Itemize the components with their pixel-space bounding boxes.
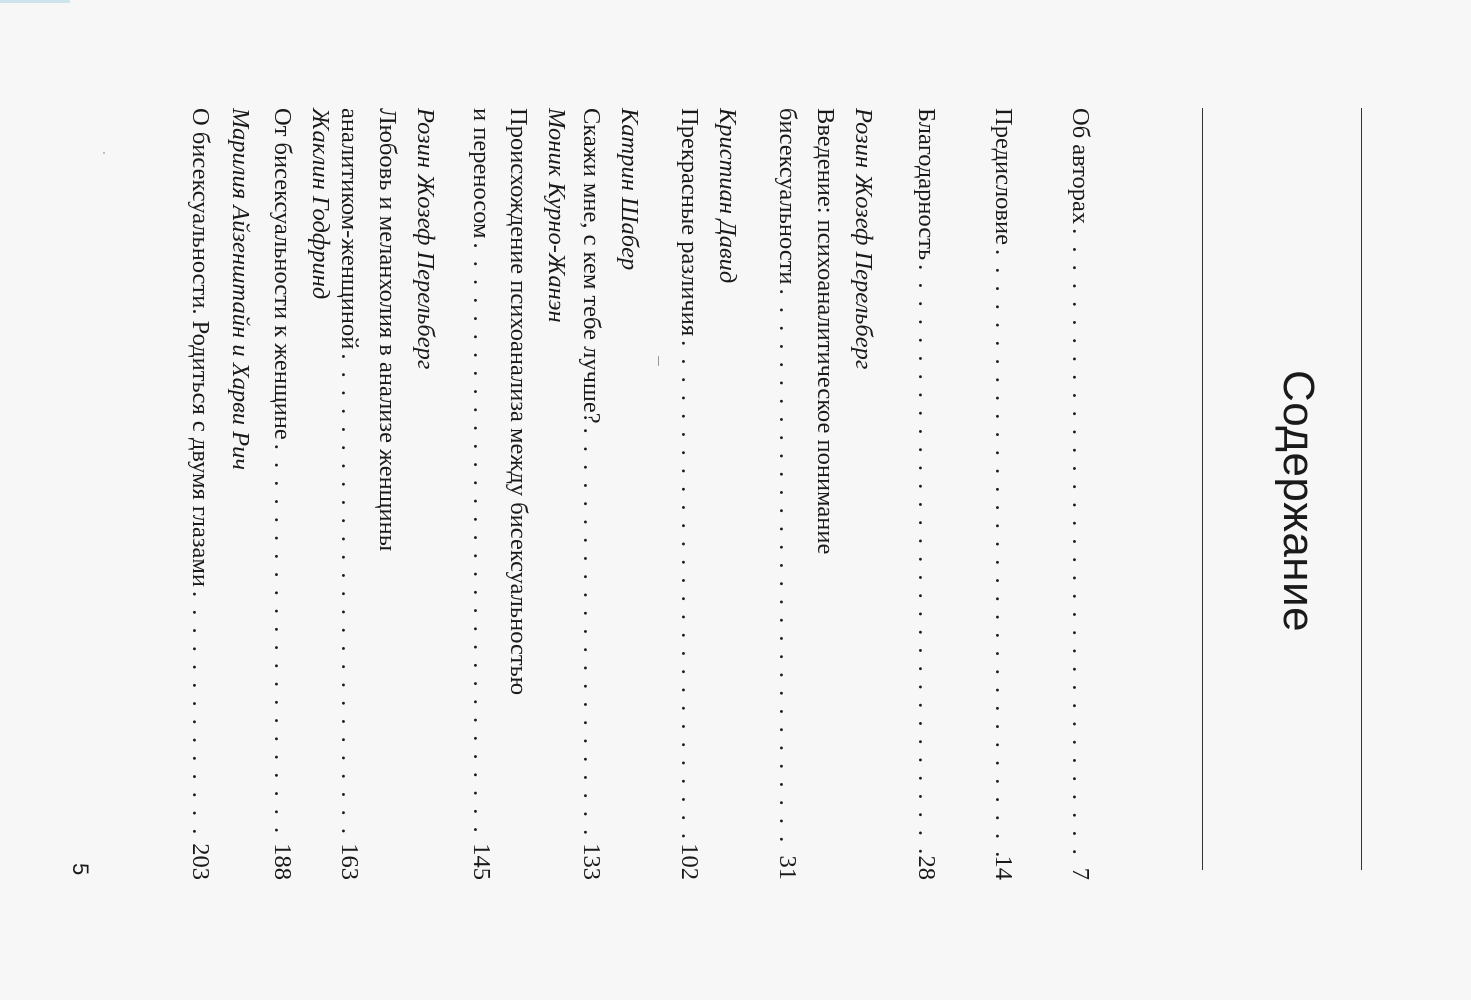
toc-entry-page: 102 bbox=[676, 843, 703, 880]
toc-author: Катрин Шабер bbox=[616, 108, 643, 271]
toc-author: Марилия Айзенштайн и Харви Рич bbox=[227, 108, 254, 471]
toc-author: Жаклин Годфринд bbox=[307, 108, 334, 300]
dot-leader bbox=[264, 440, 300, 843]
toc-entry-title: аналитиком-женщиной bbox=[336, 108, 363, 350]
toc-entry-title: и переносом bbox=[468, 108, 495, 239]
page-number: 5 bbox=[68, 863, 93, 876]
toc-entry bbox=[985, 108, 1021, 880]
toc-entry bbox=[182, 108, 218, 880]
dot-leader bbox=[769, 285, 805, 856]
toc-entry-page: 28 bbox=[913, 855, 940, 880]
dot-leader bbox=[1062, 224, 1098, 868]
toc-entry-title: Прекрасные различия bbox=[676, 108, 703, 337]
toc-entry-page: 163 bbox=[336, 843, 363, 880]
toc-entry-title: Благодарность bbox=[913, 108, 940, 261]
toc-entry-page: 14 bbox=[990, 855, 1017, 880]
toc-entry bbox=[1062, 108, 1098, 880]
toc-entry-line: Происхождение психоанализа между бисексуальностью bbox=[505, 108, 532, 696]
dot-leader bbox=[908, 260, 944, 855]
toc-entry-title: От бисексуальности к женщине bbox=[269, 108, 296, 440]
toc-entry bbox=[463, 108, 499, 880]
toc-entry bbox=[264, 108, 300, 880]
toc-entry-title: бисексуальности bbox=[774, 108, 801, 285]
toc-entry-page: 7 bbox=[1067, 867, 1094, 880]
dot-leader bbox=[985, 245, 1021, 856]
toc-entry-page: 31 bbox=[774, 855, 801, 880]
toc-entry-page: 145 bbox=[468, 843, 495, 880]
page-title: Содержание bbox=[1274, 370, 1323, 633]
toc-author: Кристиан Давид bbox=[714, 108, 741, 284]
toc-entry-title: Об авторах bbox=[1067, 108, 1094, 225]
toc-entry bbox=[769, 108, 805, 880]
toc-author: Моник Курно-Жанэн bbox=[543, 108, 570, 323]
toc-entry bbox=[671, 108, 707, 880]
toc-entry-line: Любовь и меланхолия в анализе женщины bbox=[374, 108, 401, 552]
title-rule-top bbox=[1361, 108, 1362, 870]
dot-leader bbox=[573, 424, 609, 844]
toc-entry-title: Предисловие bbox=[990, 108, 1017, 245]
toc-entry-line: Введение: психоаналитическое понимание bbox=[812, 108, 839, 555]
toc-entry-page: 133 bbox=[578, 843, 605, 880]
toc-author: Розин Жозеф Перельберг bbox=[412, 108, 439, 370]
toc-entry bbox=[908, 108, 944, 880]
toc-entry-page: 203 bbox=[187, 843, 214, 880]
toc-author: Розин Жозеф Перельберг bbox=[850, 108, 877, 370]
dot-leader bbox=[182, 587, 218, 843]
toc-entry bbox=[573, 108, 609, 880]
dot-leader bbox=[671, 336, 707, 843]
toc-entry-title: О бисексуальности. Родиться с двумя глазами bbox=[187, 108, 214, 587]
dot-leader bbox=[463, 238, 499, 843]
toc-entry-title: Скажи мне, с кем тебе лучше? bbox=[578, 108, 605, 424]
toc-entry-page: 188 bbox=[269, 843, 296, 880]
title-rule-bottom bbox=[1202, 108, 1203, 870]
